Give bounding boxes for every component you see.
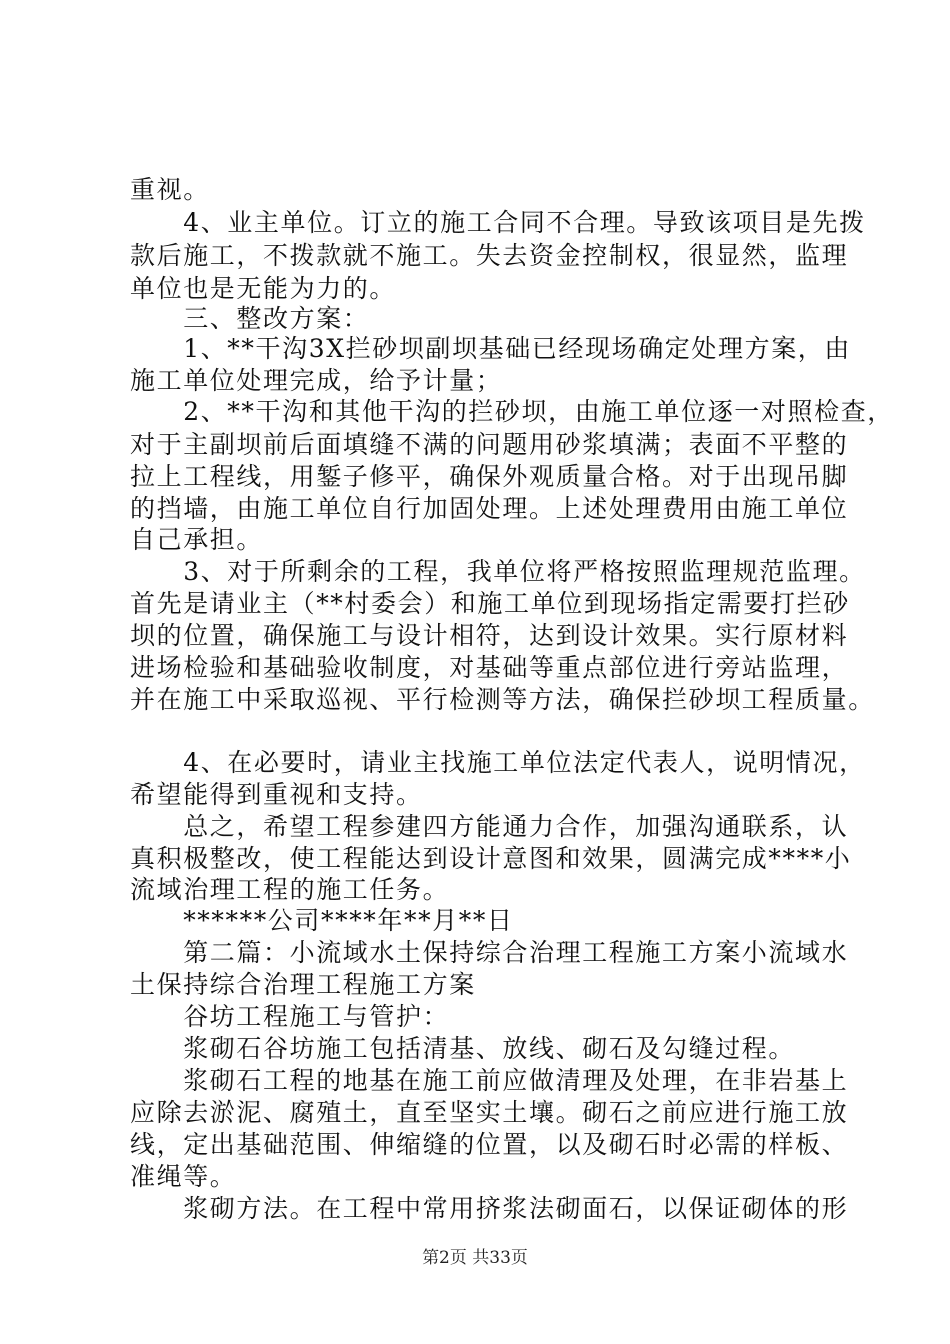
text-line: 4、业主单位。订立的施工合同不合理。导致该项目是先拨 [130, 208, 866, 237]
text-line: 施工单位处理完成，给予计量； [130, 366, 503, 395]
text-line: 浆砌石工程的地基在施工前应做清理及处理，在非岩基上 [130, 1066, 849, 1095]
page-number: 第2页 共33页 [422, 1248, 528, 1268]
text-line: 1、**干沟3X拦砂坝副坝基础已经现场确定处理方案，由 [130, 334, 852, 363]
text-line: 流域治理工程的施工任务。 [130, 875, 450, 904]
text-line: 浆砌石谷坊施工包括清基、放线、砌石及勾缝过程。 [130, 1034, 796, 1063]
text-line: 重视。 [130, 175, 210, 204]
text-line: 的挡墙，由施工单位自行加固处理。上述处理费用由施工单位 [130, 494, 849, 523]
text-line: 谷坊工程施工与管护： [130, 1002, 450, 1031]
section-heading: 三、整改方案： [130, 304, 370, 333]
text-line: 并在施工中采取巡视、平行检测等方法，确保拦砂坝工程质量。 [130, 685, 875, 714]
text-line: 款后施工，不拨款就不施工。失去资金控制权，很显然，监理 [130, 241, 849, 270]
text-line: 应除去淤泥、腐殖土，直至坚实土壤。砌石之前应进行施工放 [130, 1098, 849, 1127]
text-line: 浆砌方法。在工程中常用挤浆法砌面石，以保证砌体的形 [130, 1194, 849, 1223]
text-line: 单位也是无能为力的。 [130, 274, 397, 303]
text-line: 自己承担。 [130, 525, 264, 554]
text-line: 希望能得到重视和支持。 [130, 780, 423, 809]
chapter-heading: 土保持综合治理工程施工方案 [130, 970, 476, 999]
text-line: 3、对于所剩余的工程，我单位将严格按照监理规范监理。 [130, 557, 866, 586]
text-line: 拉上工程线，用錾子修平，确保外观质量合格。对于出现吊脚 [130, 462, 849, 491]
text-line: 准绳等。 [130, 1162, 237, 1191]
text-line: 真积极整改，使工程能达到设计意图和效果，圆满完成****小 [130, 844, 852, 873]
text-line: 对于主副坝前后面填缝不满的问题用砂浆填满；表面不平整的 [130, 430, 849, 459]
chapter-heading: 第二篇：小流域水土保持综合治理工程施工方案小流域水 [130, 938, 849, 967]
text-line: 总之，希望工程参建四方能通力合作，加强沟通联系，认 [130, 812, 849, 841]
signature-line: ******公司****年**月**日 [130, 906, 514, 935]
text-line: 4、在必要时，请业主找施工单位法定代表人，说明情况， [130, 748, 866, 777]
text-line: 首先是请业主（**村委会）和施工单位到现场指定需要打拦砂 [130, 589, 850, 618]
text-line: 坝的位置，确保施工与设计相符，达到设计效果。实行原材料 [130, 621, 849, 650]
text-line: 线，定出基础范围、伸缩缝的位置，以及砌石时必需的样板、 [130, 1130, 849, 1159]
text-line: 进场检验和基础验收制度，对基础等重点部位进行旁站监理， [130, 653, 849, 682]
text-line: 2、**干沟和其他干沟的拦砂坝，由施工单位逐一对照检查， [130, 397, 894, 426]
